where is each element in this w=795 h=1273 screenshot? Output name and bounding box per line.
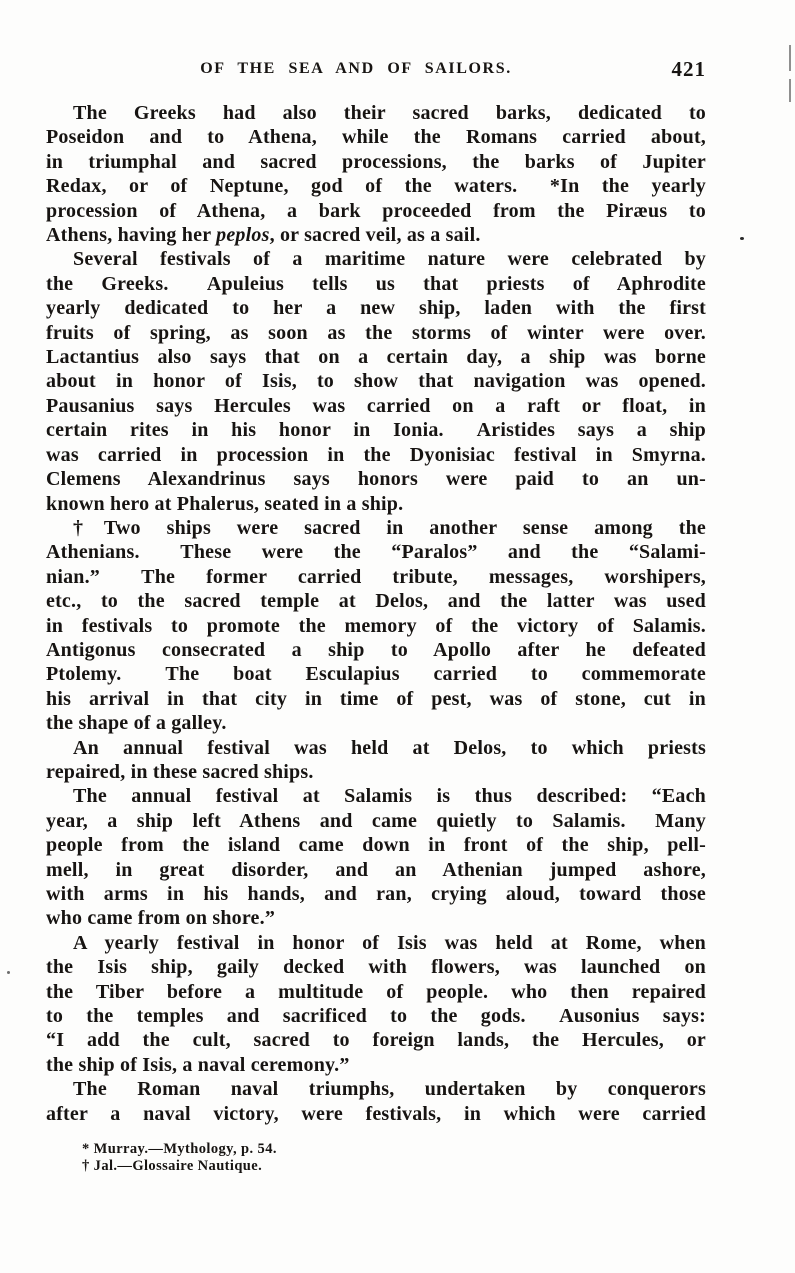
text-line: A yearly festival in honor of Isis was held at Rome, when [73, 931, 706, 954]
text-line: the Isis ship, gaily decked with flowers, was launched on [46, 956, 706, 979]
text-line: Antigonus consecrated a ship to Apollo after he defeated [46, 638, 706, 661]
text-line: year, a ship left Athens and came quietly to Salamis. Many [46, 809, 706, 832]
footnote-line: * Murray.—Mythology, p. 54. [82, 1141, 277, 1157]
italic-word: peplos [216, 224, 270, 247]
text-line: Clemens Alexandrinus says honors were paid to an un- [46, 468, 706, 491]
text-line: nian.” The former carried tribute, messages, worshipers, [46, 565, 706, 588]
text-line: known hero at Phalerus, seated in a ship. [46, 492, 404, 515]
footnote-line: † Jal.—Glossaire Nautique. [82, 1157, 263, 1174]
scan-speck [740, 237, 744, 240]
text-line: who came from on shore.” [46, 907, 276, 930]
text-line: Pausanius says Hercules was carried on a raft or float, in [46, 394, 706, 417]
text-line: in triumphal and sacred processions, the barks of Jupiter [46, 150, 706, 173]
text-line: Redax, or of Neptune, god of the waters. *In the yearly [46, 175, 706, 198]
scan-edge-mark [789, 45, 792, 71]
text-line: his arrival in that city in time of pest, was of stone, cut in [46, 687, 706, 710]
text-line: Poseidon and to Athena, while the Romans carried about, [46, 126, 706, 149]
text-line: Several festivals of a maritime nature were celebrated by [73, 248, 706, 271]
text-line: repaired, in these sacred ships. [46, 760, 314, 783]
scan-edge-mark [789, 79, 792, 102]
text-line: Athens, having her peplos, or sacred veil, as a sail. [46, 224, 481, 247]
running-title: OF THE SEA AND OF SAILORS. [200, 60, 512, 77]
page-body [46, 101, 706, 1126]
text-line: †Two ships were sacred in another sense among the [73, 516, 706, 539]
text-line: Ptolemy. The boat Esculapius carried to commemorate [46, 663, 706, 686]
text-line: the Tiber before a multitude of people. who then repaired [46, 980, 706, 1003]
text-line: The annual festival at Salamis is thus described: “Each [73, 785, 706, 808]
text-line: etc., to the sacred temple at Delos, and the latter was used [46, 590, 706, 613]
text-line: yearly dedicated to her a new ship, laden with the first [46, 297, 706, 320]
text-line: the ship of Isis, a naval ceremony.” [46, 1053, 350, 1076]
text-line: the shape of a galley. [46, 712, 227, 735]
text-line: procession of Athena, a bark proceeded from the Piræus to [46, 199, 706, 222]
page-number: 421 [671, 57, 706, 81]
text-line: people from the island came down in front of the ship, pell- [46, 834, 706, 857]
text-line: the Greeks. Apuleius tells us that priests of Aphrodite [46, 272, 706, 295]
text-line: Athenians. These were the “Paralos” and the “Salami- [46, 541, 706, 564]
text-line: after a naval victory, were festivals, in which were carried [46, 1102, 706, 1125]
text-line: Lactantius also says that on a certain day, a ship was borne [46, 346, 706, 369]
text-line: An annual festival was held at Delos, to which priests [73, 736, 706, 759]
text-line: was carried in procession in the Dyonisiac festival in Smyrna. [46, 443, 706, 466]
text-line: in festivals to promote the memory of the victory of Salamis. [46, 614, 706, 637]
text-line: certain rites in his honor in Ionia. Aristides says a ship [46, 419, 706, 442]
text-line: mell, in great disorder, and an Athenian jumped ashore, [46, 858, 706, 881]
text-line: The Roman naval triumphs, undertaken by conquerors [73, 1078, 706, 1101]
footnotes [82, 1141, 642, 1174]
scan-speck [7, 971, 10, 974]
text-line: to the temples and sacrificed to the gods. Ausonius says: [46, 1005, 706, 1028]
text-line: about in honor of Isis, to show that navigation was opened. [46, 370, 706, 393]
text-line: “I add the cult, sacred to foreign lands, the Hercules, or [46, 1029, 706, 1052]
text-line: The Greeks had also their sacred barks, dedicated to [73, 102, 706, 124]
text-line: fruits of spring, as soon as the storms of winter were over. [46, 321, 706, 344]
text-line: with arms in his hands, and ran, crying aloud, toward those [46, 883, 706, 905]
